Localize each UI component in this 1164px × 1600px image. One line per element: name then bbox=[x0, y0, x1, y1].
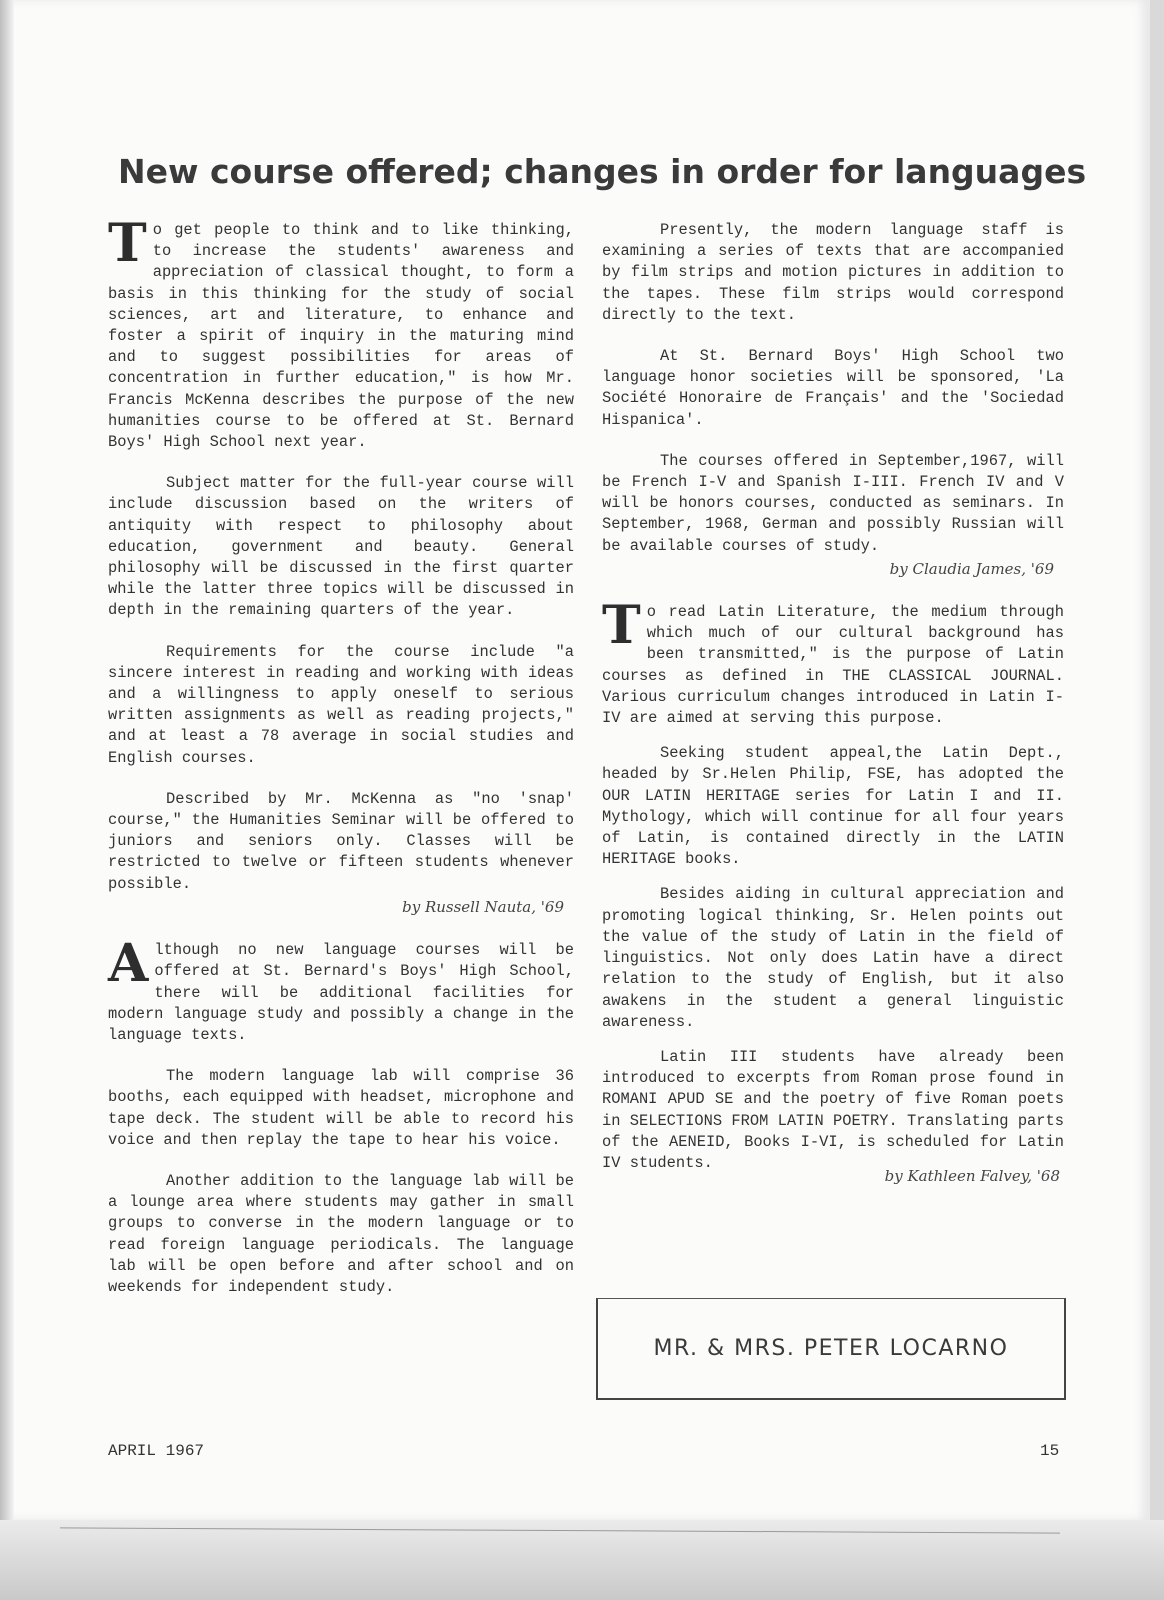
page-number: 15 bbox=[1040, 1442, 1060, 1460]
drop-cap: T bbox=[602, 595, 641, 657]
language-byline: by Claudia James, '69 bbox=[889, 559, 1054, 578]
right-column bbox=[602, 220, 1064, 1187]
issue-date: APRIL 1967 bbox=[108, 1442, 205, 1460]
latin-paragraph-3: Besides aiding in cultural appreciation and promoting logical thinking, Sr. Helen points out the value of the study of Latin in the field of linguistics. Not only does Latin have a direct relation to the study of English, but it also awakens in the student a general linguistic awareness. bbox=[602, 885, 1064, 1031]
page-headline: New course offered; changes in order for languages bbox=[118, 152, 1087, 191]
humanities-paragraph-4: Described by Mr. McKenna as "no 'snap' course," the Humanities Seminar will be offered to juniors and seniors only. Classes will be restricted to twelve or fifteen students whenever possible. bbox=[108, 789, 574, 893]
left-column bbox=[108, 213, 574, 1318]
humanities-paragraph-1: To get people to think and to like thinking, to increase the students' awareness and appreciation of classical thought, to form a basis in this thinking for the study of social sciences, art and literature, to enhance and foster a spirit of inquiry in the maturing mind and to suggest possibilities for areas of concentration in further education," is how Mr. Francis McKenna describes the purpose of the new humanities course to be offered at St. Bernard Boys' High School next year. bbox=[108, 213, 574, 452]
page-left-edge bbox=[0, 0, 14, 1520]
latin-paragraph-1: To read Latin Literature, the medium through which much of our cultural background has been transmitted," is the purpose of Latin courses as defined in THE CLASSICAL JOURNAL. Various curriculum changes introduced in Latin I-IV are aimed at serving this purpose. bbox=[602, 595, 1064, 728]
latin-paragraph-2: Seeking student appeal,the Latin Dept., headed by Sr.Helen Philip, FSE, has adopted the OUR LATIN HERITAGE series for Latin I and II. Mythology, which will continue for all four years of Latin, is contained directly in the LATIN HERITAGE books. bbox=[602, 744, 1064, 869]
drop-cap: T bbox=[108, 213, 147, 274]
sponsor-box bbox=[596, 1298, 1066, 1400]
language-continued-paragraph-3: The courses offered in September,1967, will be French I-V and Spanish I-III. French IV and V will be honors courses, conducted as seminars. In September, 1968, German and possibly Russian will be available courses of study. bbox=[602, 451, 1064, 555]
drop-cap: A bbox=[108, 933, 149, 995]
language-paragraph-2: The modern language lab will comprise 36 booths, each equipped with headset, microphone and tape deck. The student will be able to record his voice and then replay the tape to hear his voice. bbox=[108, 1067, 574, 1149]
humanities-paragraph-2: Subject matter for the full-year course will include discussion based on the writers of antiquity with respect to philosophy about education, government and beauty. General philosophy will be discussed in the first quarter while the latter three topics will be discussed in depth in the remaining quarters of the year. bbox=[108, 474, 574, 620]
language-continued-paragraph-2: At St. Bernard Boys' High School two language honor societies will be sponsored, 'La Société Honoraire de Français' and the 'Sociedad Hispanica'. bbox=[602, 347, 1064, 429]
language-paragraph-3: Another addition to the language lab will be a lounge area where students may gather in small groups to converse in the modern language or to read foreign language periodicals. The language lab will be open before and after school and on weekends for independent study. bbox=[108, 1171, 574, 1296]
humanities-byline: by Russell Nauta, '69 bbox=[402, 897, 564, 916]
latin-paragraph-4: Latin III students have already been introduced to excerpts from Roman prose found in ROMANI APUD SE and the poetry of five Roman poets in SELECTIONS FROM LATIN POETRY. Translating parts of the AENEID, Books I-VI, is scheduled for Latin IV students. bbox=[602, 1047, 1064, 1172]
language-continued-paragraph-1: Presently, the modern language staff is examining a series of texts that are accompanied by film strips and motion pictures in addition to the tapes. These film strips would correspond directly to the text. bbox=[602, 221, 1064, 324]
latin-byline: by Kathleen Falvey, '68 bbox=[884, 1167, 1060, 1186]
sponsor-name: MR. & MRS. PETER LOCARNO bbox=[653, 1336, 1009, 1361]
humanities-paragraph-3: Requirements for the course include "a sincere interest in reading and working with ideas and a willingness to apply oneself to serious written assignments as well as reading projects," and at least a 78 average in social studies and English courses. bbox=[108, 642, 574, 767]
language-paragraph-1: Although no new language courses will be offered at St. Bernard's Boys' High School, there will be additional facilities for modern language study and possibly a change in the language texts. bbox=[108, 933, 574, 1044]
